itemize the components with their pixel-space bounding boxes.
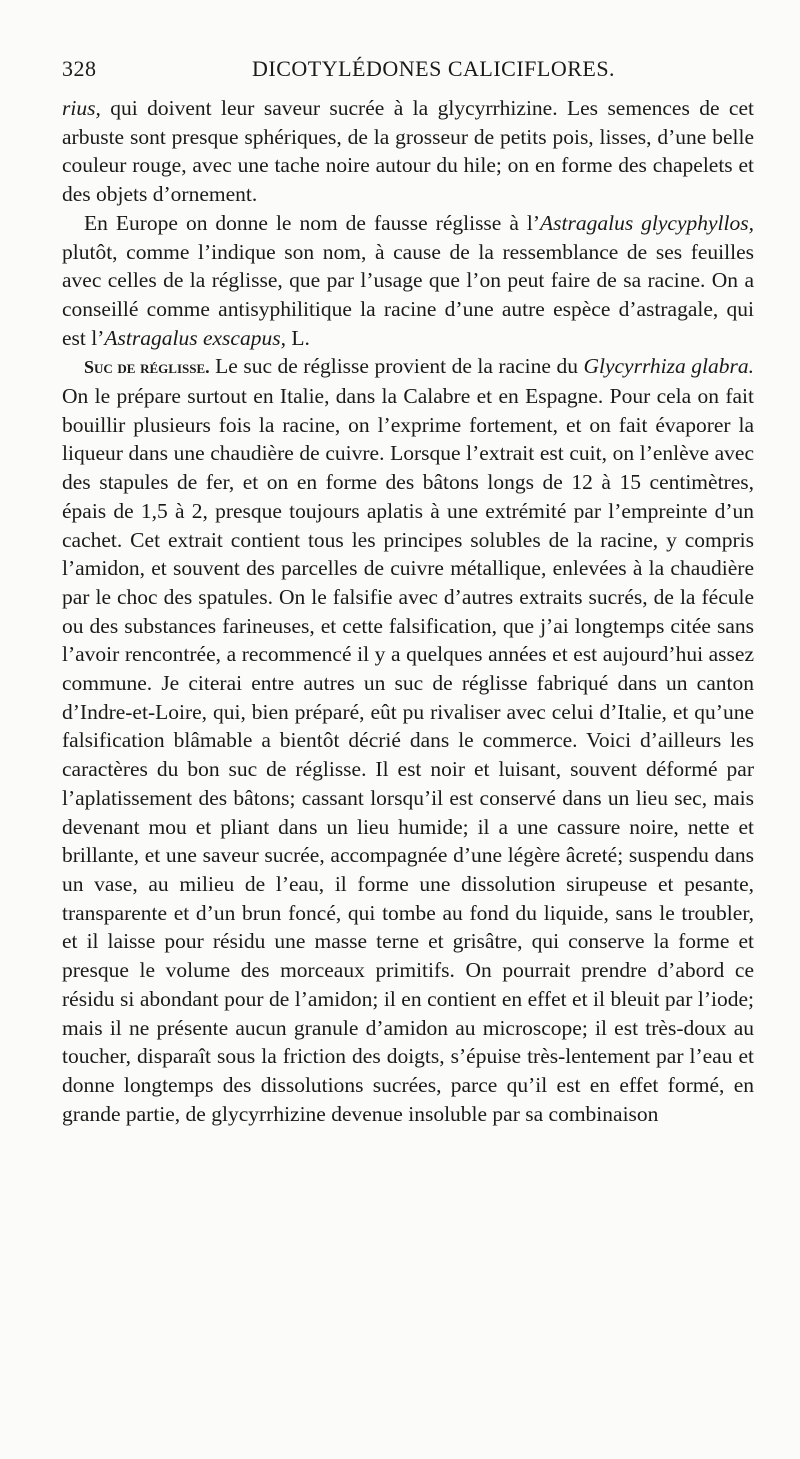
paragraph-text: L. (285, 325, 310, 350)
paragraph-text: En Europe on donne le nom de fausse réglisse à l’ (84, 210, 540, 235)
section-heading: Suc de réglisse. (84, 357, 210, 378)
italic-species-name: Glycyrrhiza glabra. (583, 354, 754, 379)
italic-species-name: Astragalus exscapus, (104, 325, 286, 350)
paragraph-text: On le prépare surtout en Italie, dans la Calabre et en Espagne. Pour cela on fait bouillir plusieurs fois la racine, on l’exprime fortement, et on fait évaporer la liqueur dans une chaudière de cuivre. Lorsque l’extrait est cuit, on l’enlève avec des stapules de fer, et on en forme des bâtons longs de 12 à 15 centimètres, épais de 1,5 à 2, presque toujours aplatis à une extrémité par l’empreinte d’un cachet. Cet extrait contient tous les principes solubles de la racine, y compris l’amidon, et souvent des parcelles de cuivre métallique, enlevées à la chaudière par le choc des spatules. On le falsifie avec d’autres extraits sucrés, de la fécule ou des substances farineuses, et cette falsification, que j’ai longtemps citée sans l’avoir rencontrée, a recommencé il y a quelques années et est aujourd’hui assez commune. Je citerai entre autres un suc de réglisse fabriqué dans un canton d’Indre-et-Loire, qui, bien préparé, eût pu rivaliser avec celui d’Italie, et qu’une falsification blâmable a bientôt décrié dans le commerce. Voici d’ailleurs les caractères du bon suc de réglisse. Il est noir et luisant, souvent déformé par l’aplatissement des bâtons; cassant lorsqu’il est conservé dans un lieu sec, mais devenant mou et pliant dans un lieu humide; il a une cassure noire, nette et brillante, et une saveur sucrée, accompagnée d’une légère âcreté; suspendu dans un vase, au milieu de l’eau, il forme une dissolution sirupeuse et pesante, transparente et d’un brun foncé, qui tombe au fond du liquide, sans le troubler, et il laisse pour résidu une masse terne et grisâtre, qui conserve la forme et presque le volume des morceaux primitifs. On pourrait prendre d’abord ce résidu si abondant pour de l’amidon; il en contient en effet et il bleuit par l’iode; mais il ne présente aucun granule d’amidon au microscope; il est très-doux au toucher, disparaît sous la friction des doigts, s’épuise très-lentement par l’eau et donne longtemps des dissolutions sucrées, parce qu’il est en effet formé, en grande partie, de glycyrrhizine devenue insoluble par sa combinaison (62, 384, 754, 1126)
paragraph-text: qui doivent leur saveur sucrée à la glycyrrhizine. Les semences de cet arbuste sont presque sphériques, de la grosseur de petits pois, lisses, d’une belle couleur rouge, avec une tache noire autour du hile; on en forme des chapelets et des objets d’ornement. (62, 96, 754, 207)
body-text (62, 94, 754, 1128)
paragraph-text: plutôt, comme l’indique son nom, à cause de la ressemblance de ses feuilles avec celles de la réglisse, que par l’usage que l’on peut faire de sa racine. On a conseillé comme antisyphilitique la racine d’une autre espèce d’astragale, qui est l’ (62, 239, 754, 350)
page-number: 328 (62, 56, 97, 81)
italic-species-name: Astragalus glycyphyllos, (540, 210, 755, 235)
italic-fragment: rius, (62, 96, 101, 120)
paragraph-3 (62, 352, 754, 1128)
page-header (62, 52, 754, 86)
paragraph-text: Le suc de réglisse provient de la racine du (209, 354, 584, 379)
running-head: DICOTYLÉDONES CALICIFLORES. (252, 56, 616, 81)
paragraph-1 (62, 94, 754, 209)
paragraph-2 (62, 209, 754, 353)
